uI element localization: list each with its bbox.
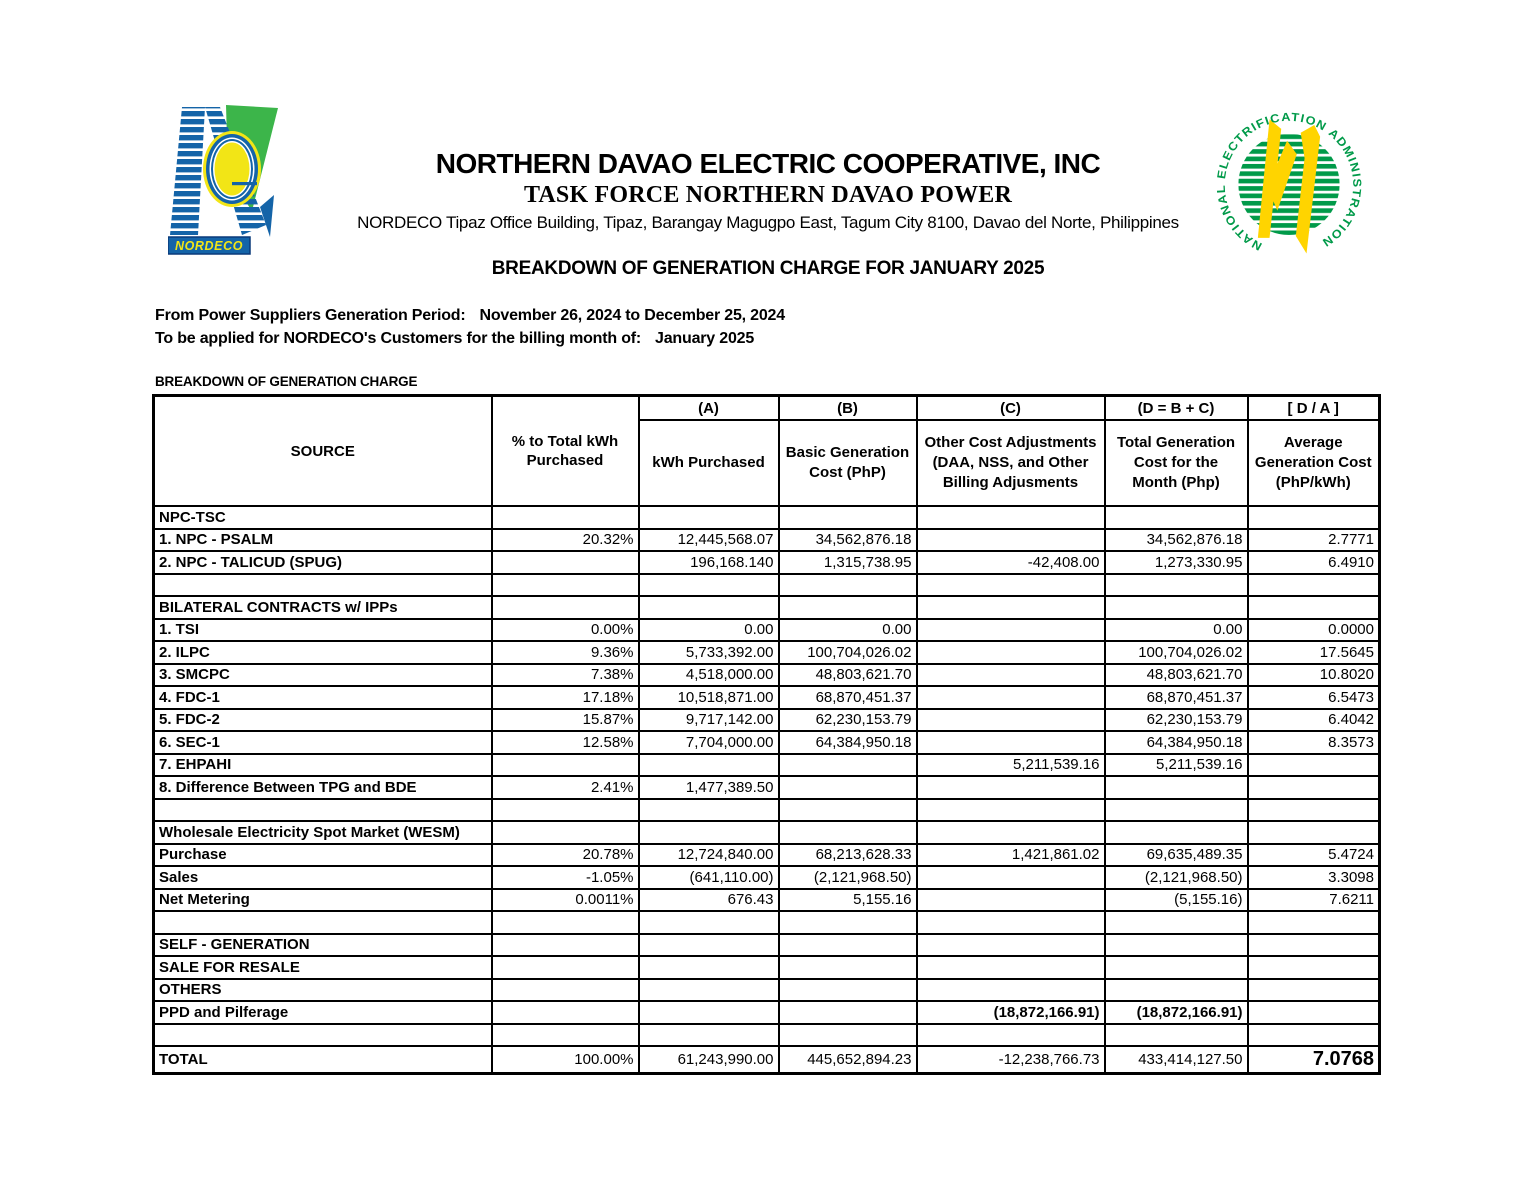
cell-b (779, 911, 917, 934)
cell-b (779, 574, 917, 597)
cell-a (639, 1024, 779, 1047)
cell-da: 8.3573 (1248, 731, 1380, 754)
cell-b: 64,384,950.18 (779, 731, 917, 754)
table-row (154, 506, 1380, 529)
cell-a (639, 934, 779, 957)
cell-a (639, 799, 779, 822)
cell-pct (492, 821, 639, 844)
cell-da: 2.7771 (1248, 529, 1380, 552)
cell-d: 1,273,330.95 (1105, 551, 1248, 574)
cell-pct: 12.58% (492, 731, 639, 754)
cell-pct (492, 911, 639, 934)
col-header-basic-cost: Basic Generation Cost (PhP) (779, 420, 917, 506)
cell-da: 10.8020 (1248, 664, 1380, 687)
cell-a: 10,518,871.00 (639, 686, 779, 709)
cell-c (917, 641, 1105, 664)
cell-da: 6.4910 (1248, 551, 1380, 574)
cell-pct: 0.0011% (492, 889, 639, 912)
col-letter-d: (D = B + C) (1105, 396, 1248, 421)
cell-pct: 20.78% (492, 844, 639, 867)
cell-source (154, 1024, 492, 1047)
cell-a: 4,518,000.00 (639, 664, 779, 687)
cell-da: 0.0000 (1248, 619, 1380, 642)
cell-d (1105, 979, 1248, 1002)
cell-d: 69,635,489.35 (1105, 844, 1248, 867)
cell-a: 12,445,568.07 (639, 529, 779, 552)
cell-b (779, 754, 917, 777)
cell-d: 0.00 (1105, 619, 1248, 642)
table-row (154, 889, 1380, 912)
cell-c: 1,421,861.02 (917, 844, 1105, 867)
cell-c (917, 529, 1105, 552)
table-row (154, 529, 1380, 552)
cell-da: 5.4724 (1248, 844, 1380, 867)
cell-da (1248, 506, 1380, 529)
table-row (154, 821, 1380, 844)
cell-b (779, 979, 917, 1002)
cell-c: (18,872,166.91) (917, 1001, 1105, 1024)
cell-a: 0.00 (639, 619, 779, 642)
cell-pct (492, 979, 639, 1002)
cell-c (917, 911, 1105, 934)
table-row (154, 866, 1380, 889)
cell-c (917, 619, 1105, 642)
cell-da: 6.4042 (1248, 709, 1380, 732)
table-row (154, 574, 1380, 597)
cell-a: 9,717,142.00 (639, 709, 779, 732)
cell-c (917, 731, 1105, 754)
cell-source (154, 911, 492, 934)
cell-source: Net Metering (154, 889, 492, 912)
cell-pct (492, 574, 639, 597)
cell-da: 17.5645 (1248, 641, 1380, 664)
cell-c (917, 889, 1105, 912)
cell-d: 48,803,621.70 (1105, 664, 1248, 687)
cell-source: SELF - GENERATION (154, 934, 492, 957)
cell-a (639, 754, 779, 777)
cell-a (639, 596, 779, 619)
table-row (154, 731, 1380, 754)
cell-a: 1,477,389.50 (639, 776, 779, 799)
period-value: November 26, 2024 to December 25, 2024 (479, 307, 785, 324)
cell-source: TOTAL (154, 1046, 492, 1073)
cell-b: 5,155.16 (779, 889, 917, 912)
doc-title: BREAKDOWN OF GENERATION CHARGE FOR JANUARY 2025 (491, 258, 1045, 279)
cell-c: -42,408.00 (917, 551, 1105, 574)
table-row (154, 1001, 1380, 1024)
col-letter-a: (A) (639, 396, 779, 421)
cell-b: 68,870,451.37 (779, 686, 917, 709)
table-row (154, 844, 1380, 867)
cell-c (917, 574, 1105, 597)
cell-source: BILATERAL CONTRACTS w/ IPPs (154, 596, 492, 619)
cell-da (1248, 1001, 1380, 1024)
generation-charge-table (152, 394, 1381, 1075)
cell-d (1105, 596, 1248, 619)
cell-b (779, 799, 917, 822)
address: NORDECO Tipaz Office Building, Tipaz, Barangay Magugpo East, Tagum City 8100, Davao del Norte, Philippines (357, 213, 1179, 232)
cell-pct (492, 956, 639, 979)
table-row (154, 911, 1380, 934)
cell-a (639, 821, 779, 844)
col-header-other-adjustments: Other Cost Adjustments (DAA, NSS, and Other Billing Adjusments (917, 420, 1105, 506)
table-row (154, 1046, 1380, 1073)
cell-source (154, 799, 492, 822)
cell-pct (492, 934, 639, 957)
table-body (154, 506, 1380, 1073)
cell-pct: 17.18% (492, 686, 639, 709)
cell-b (779, 821, 917, 844)
cell-b (779, 776, 917, 799)
cell-b: 100,704,026.02 (779, 641, 917, 664)
cell-pct (492, 506, 639, 529)
cell-d: 100,704,026.02 (1105, 641, 1248, 664)
cell-a (639, 979, 779, 1002)
table-row (154, 686, 1380, 709)
cell-da (1248, 934, 1380, 957)
cell-b: 48,803,621.70 (779, 664, 917, 687)
cell-pct: 7.38% (492, 664, 639, 687)
billing-value: January 2025 (655, 330, 755, 347)
cell-d (1105, 799, 1248, 822)
col-header-pct: % to Total kWh Purchased (492, 396, 639, 507)
cell-c (917, 596, 1105, 619)
table-row (154, 1024, 1380, 1047)
cell-da (1248, 799, 1380, 822)
column-letters-row (154, 396, 1380, 421)
cell-da: 7.0768 (1248, 1046, 1380, 1073)
cell-c (917, 506, 1105, 529)
cell-pct: 2.41% (492, 776, 639, 799)
cell-a (639, 1001, 779, 1024)
cell-a: 676.43 (639, 889, 779, 912)
billing-label: To be applied for NORDECO's Customers for the billing month of: (155, 330, 642, 347)
cell-d (1105, 776, 1248, 799)
cell-da (1248, 956, 1380, 979)
task-force-name: TASK FORCE NORTHERN DAVAO POWER (523, 182, 1013, 208)
cell-da (1248, 1024, 1380, 1047)
cell-source: 5. FDC-2 (154, 709, 492, 732)
cell-a (639, 956, 779, 979)
table-row (154, 619, 1380, 642)
table-header (154, 396, 1380, 507)
cell-da (1248, 754, 1380, 777)
cell-d (1105, 821, 1248, 844)
table-row (154, 799, 1380, 822)
cell-b (779, 596, 917, 619)
cell-pct (492, 754, 639, 777)
cell-b: 62,230,153.79 (779, 709, 917, 732)
cell-a: 61,243,990.00 (639, 1046, 779, 1073)
meta-lines (155, 304, 785, 350)
cell-pct (492, 1024, 639, 1047)
cell-b: 68,213,628.33 (779, 844, 917, 867)
org-name: NORTHERN DAVAO ELECTRIC COOPERATIVE, INC (435, 148, 1101, 179)
cell-pct (492, 596, 639, 619)
cell-source: 2. ILPC (154, 641, 492, 664)
cell-da (1248, 821, 1380, 844)
cell-c (917, 799, 1105, 822)
col-letter-c: (C) (917, 396, 1105, 421)
cell-d: 34,562,876.18 (1105, 529, 1248, 552)
cell-source: OTHERS (154, 979, 492, 1002)
table-row (154, 551, 1380, 574)
cell-source: 6. SEC-1 (154, 731, 492, 754)
cell-pct (492, 551, 639, 574)
cell-d (1105, 934, 1248, 957)
cell-b: 34,562,876.18 (779, 529, 917, 552)
col-header-average-cost: Average Generation Cost (PhP/kWh) (1248, 420, 1380, 506)
cell-source: Wholesale Electricity Spot Market (WESM) (154, 821, 492, 844)
nordeco-wordmark (168, 237, 250, 254)
cell-da (1248, 911, 1380, 934)
cell-d (1105, 574, 1248, 597)
cell-da (1248, 776, 1380, 799)
cell-a: 12,724,840.00 (639, 844, 779, 867)
cell-b (779, 956, 917, 979)
table-row (154, 709, 1380, 732)
cell-source: Sales (154, 866, 492, 889)
col-header-total-cost: Total Generation Cost for the Month (Php) (1105, 420, 1248, 506)
cell-source: 4. FDC-1 (154, 686, 492, 709)
cell-source: Purchase (154, 844, 492, 867)
cell-c (917, 821, 1105, 844)
cell-source: SALE FOR RESALE (154, 956, 492, 979)
cell-b (779, 506, 917, 529)
cell-pct: 9.36% (492, 641, 639, 664)
period-line (155, 304, 785, 327)
table-row (154, 664, 1380, 687)
cell-d: 5,211,539.16 (1105, 754, 1248, 777)
cell-da: 6.5473 (1248, 686, 1380, 709)
cell-c (917, 866, 1105, 889)
cell-source (154, 574, 492, 597)
cell-pct (492, 799, 639, 822)
cell-d (1105, 1024, 1248, 1047)
cell-b: (2,121,968.50) (779, 866, 917, 889)
cell-c (917, 686, 1105, 709)
cell-d: (2,121,968.50) (1105, 866, 1248, 889)
cell-b: 0.00 (779, 619, 917, 642)
cell-pct: 15.87% (492, 709, 639, 732)
table-caption: BREAKDOWN OF GENERATION CHARGE (155, 374, 418, 389)
cell-d (1105, 956, 1248, 979)
cell-d (1105, 911, 1248, 934)
cell-source: 2. NPC - TALICUD (SPUG) (154, 551, 492, 574)
col-header-kwh: kWh Purchased (639, 420, 779, 506)
table-row (154, 934, 1380, 957)
nordeco-wordmark-text: NORDECO (174, 239, 244, 253)
cell-source: 3. SMCPC (154, 664, 492, 687)
table-row (154, 596, 1380, 619)
cell-pct (492, 1001, 639, 1024)
cell-c: 5,211,539.16 (917, 754, 1105, 777)
cell-b: 445,652,894.23 (779, 1046, 917, 1073)
cell-pct: 20.32% (492, 529, 639, 552)
cell-d (1105, 506, 1248, 529)
cell-da: 3.3098 (1248, 866, 1380, 889)
cell-c (917, 934, 1105, 957)
cell-c: -12,238,766.73 (917, 1046, 1105, 1073)
cell-source: 1. NPC - PSALM (154, 529, 492, 552)
cell-c (917, 956, 1105, 979)
cell-pct: -1.05% (492, 866, 639, 889)
nea-ring-text: NATIONAL ELECTRIFICATION ADMINISTRATION (1214, 110, 1364, 253)
cell-pct: 0.00% (492, 619, 639, 642)
cell-pct: 100.00% (492, 1046, 639, 1073)
table-row (154, 956, 1380, 979)
cell-a: 196,168.140 (639, 551, 779, 574)
table-row (154, 979, 1380, 1002)
cell-d: 64,384,950.18 (1105, 731, 1248, 754)
cell-d: 62,230,153.79 (1105, 709, 1248, 732)
cell-a (639, 574, 779, 597)
cell-da (1248, 574, 1380, 597)
cell-source: 1. TSI (154, 619, 492, 642)
cell-b: 1,315,738.95 (779, 551, 917, 574)
cell-source: PPD and Pilferage (154, 1001, 492, 1024)
billing-line (155, 327, 785, 350)
cell-da: 7.6211 (1248, 889, 1380, 912)
col-header-source: SOURCE (154, 396, 492, 507)
cell-a (639, 506, 779, 529)
table-row (154, 641, 1380, 664)
cell-da (1248, 979, 1380, 1002)
cell-c (917, 664, 1105, 687)
cell-c (917, 709, 1105, 732)
cell-a (639, 911, 779, 934)
cell-a: 7,704,000.00 (639, 731, 779, 754)
cell-c (917, 1024, 1105, 1047)
cell-b (779, 934, 917, 957)
table-row (154, 754, 1380, 777)
header-block (0, 148, 1536, 236)
col-letter-b: (B) (779, 396, 917, 421)
period-label: From Power Suppliers Generation Period: (155, 307, 466, 324)
cell-source: 7. EHPAHI (154, 754, 492, 777)
cell-d: 68,870,451.37 (1105, 686, 1248, 709)
cell-d: (5,155.16) (1105, 889, 1248, 912)
cell-b (779, 1024, 917, 1047)
col-letter-da: [ D / A ] (1248, 396, 1380, 421)
cell-source: NPC-TSC (154, 506, 492, 529)
cell-c (917, 979, 1105, 1002)
cell-da (1248, 596, 1380, 619)
cell-a: 5,733,392.00 (639, 641, 779, 664)
table-row (154, 776, 1380, 799)
cell-c (917, 776, 1105, 799)
cell-d: 433,414,127.50 (1105, 1046, 1248, 1073)
cell-d: (18,872,166.91) (1105, 1001, 1248, 1024)
cell-source: 8. Difference Between TPG and BDE (154, 776, 492, 799)
cell-b (779, 1001, 917, 1024)
cell-a: (641,110.00) (639, 866, 779, 889)
